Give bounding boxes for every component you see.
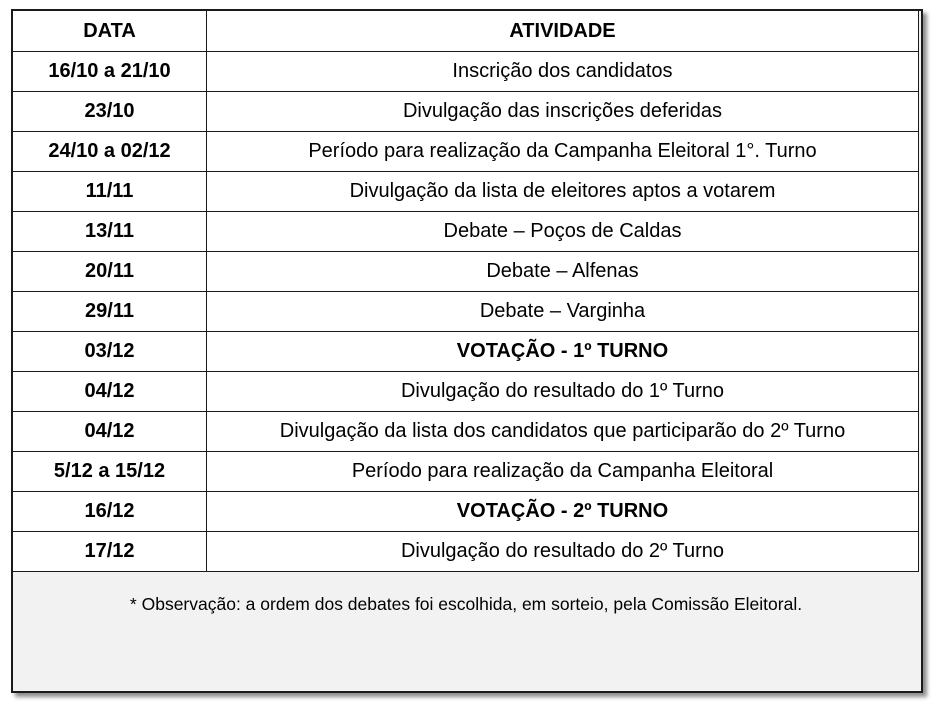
row-activity: Divulgação da lista de eleitores aptos a votarem: [207, 172, 919, 212]
row-date: 03/12: [13, 332, 207, 372]
activity-column-header: ATIVIDADE: [207, 11, 919, 52]
table-row: [13, 412, 919, 452]
table-row: [13, 452, 919, 492]
table-row: [13, 252, 919, 292]
row-activity: VOTAÇÃO - 2º TURNO: [207, 492, 919, 532]
row-activity: Divulgação da lista dos candidatos que participarão do 2º Turno: [207, 412, 919, 452]
date-column-header: DATA: [13, 11, 207, 52]
table-header-row: [13, 11, 919, 52]
row-date: 04/12: [13, 372, 207, 412]
table-row: [13, 132, 919, 172]
row-date: 24/10 a 02/12: [13, 132, 207, 172]
table-row: [13, 372, 919, 412]
row-date: 11/11: [13, 172, 207, 212]
table-row: [13, 492, 919, 532]
row-activity: Debate – Varginha: [207, 292, 919, 332]
table-row: [13, 292, 919, 332]
row-activity: VOTAÇÃO - 1º TURNO: [207, 332, 919, 372]
row-date: 13/11: [13, 212, 207, 252]
row-date: 16/10 a 21/10: [13, 52, 207, 92]
election-schedule-table: [13, 11, 919, 572]
row-date: 23/10: [13, 92, 207, 132]
observation-note: * Observação: a ordem dos debates foi escolhida, em sorteio, pela Comissão Eleitoral.: [129, 594, 803, 614]
row-activity: Inscrição dos candidatos: [207, 52, 919, 92]
row-date: 5/12 a 15/12: [13, 452, 207, 492]
row-activity: Período para realização da Campanha Eleitoral 1°. Turno: [207, 132, 919, 172]
row-activity: Debate – Alfenas: [207, 252, 919, 292]
row-date: 29/11: [13, 292, 207, 332]
table-row: [13, 92, 919, 132]
row-date: 04/12: [13, 412, 207, 452]
table-row: [13, 212, 919, 252]
row-activity: Divulgação do resultado do 2º Turno: [207, 532, 919, 572]
table-row: [13, 532, 919, 572]
table-row: [13, 332, 919, 372]
row-activity: Período para realização da Campanha Eleitoral: [207, 452, 919, 492]
row-date: 16/12: [13, 492, 207, 532]
row-date: 17/12: [13, 532, 207, 572]
row-date: 20/11: [13, 252, 207, 292]
table-row: [13, 172, 919, 212]
schedule-frame: [11, 9, 923, 693]
table-row: [13, 52, 919, 92]
row-activity: Debate – Poços de Caldas: [207, 212, 919, 252]
row-activity: Divulgação do resultado do 1º Turno: [207, 372, 919, 412]
row-activity: Divulgação das inscrições deferidas: [207, 92, 919, 132]
